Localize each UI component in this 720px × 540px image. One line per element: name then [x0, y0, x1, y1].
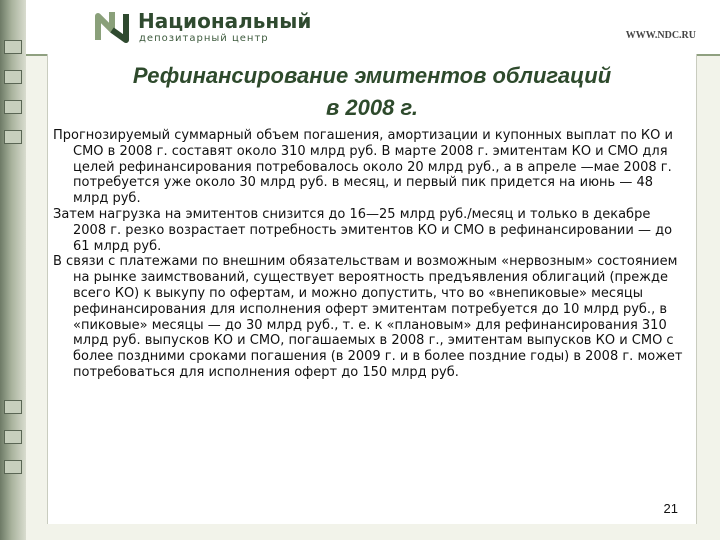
window-decoration	[4, 40, 22, 54]
window-decoration	[4, 70, 22, 84]
ndc-logo-icon	[92, 6, 132, 46]
logo-title: Национальный	[138, 9, 312, 33]
logo-subtitle: депозитарный центр	[139, 33, 269, 44]
window-decoration	[4, 400, 22, 414]
slide-title	[48, 60, 696, 124]
paragraph: Прогнозируемый суммарный объем погашения, амортизации и купонных выплат по КО и СМО в 2008 г. составят около 310 млрд руб. В марте 2008 г. эмитентам КО и СМО для целей рефинансирования потребовалось около 20 млрд руб., а в апреле —мае 2008 г. потребуется уже около 30 млрд руб. в месяц, и первый пик придется на июнь — 48 млрд руб.	[53, 128, 673, 207]
site-url: WWW.NDC.RU	[625, 30, 696, 41]
window-decoration	[4, 460, 22, 474]
paragraph: Затем нагрузка на эмитентов снизится до 16—25 млрд руб./месяц и только в декабре 2008 г. резко возрастает потребность эмитентов КО и СМО в рефинансировании — до 61 млрд руб.	[53, 206, 673, 254]
paragraph: В связи с платежами по внешним обязательствам и возможным «нервозным» состоянием на рынке заимствований, существует вероятность предъявления облигаций (прежде всего КО) к выкупу по офертам, и можно допустить, что во «внепиковые» месяцы рефинансирования для исполнения оферт эмитентам потребуется до 10 млрд руб., в «пиковые» месяцы — до 30 млрд руб., т. е. к «плановым» для рефинансирования 310 млрд руб. выпусков КО и СМО, погашаемых в 2008 г., эмитентам выпусков КО и СМО с более поздними сроками погашения (в 2009 г. и в более поздние годы) в 2008 г. может потребоваться для исполнения оферт до 150 млрд руб.	[53, 254, 683, 380]
slide-header	[26, 0, 720, 56]
window-decoration	[4, 430, 22, 444]
slide-title-line1: Рефинансирование эмитентов облигаций	[132, 63, 612, 88]
window-decoration	[4, 100, 22, 114]
page-number: 21	[663, 501, 678, 516]
building-photo-strip	[0, 0, 26, 540]
slide-content	[47, 54, 697, 524]
window-decoration	[4, 130, 22, 144]
slide-body	[53, 128, 685, 381]
slide-title-line2: в 2008 г.	[325, 95, 419, 120]
